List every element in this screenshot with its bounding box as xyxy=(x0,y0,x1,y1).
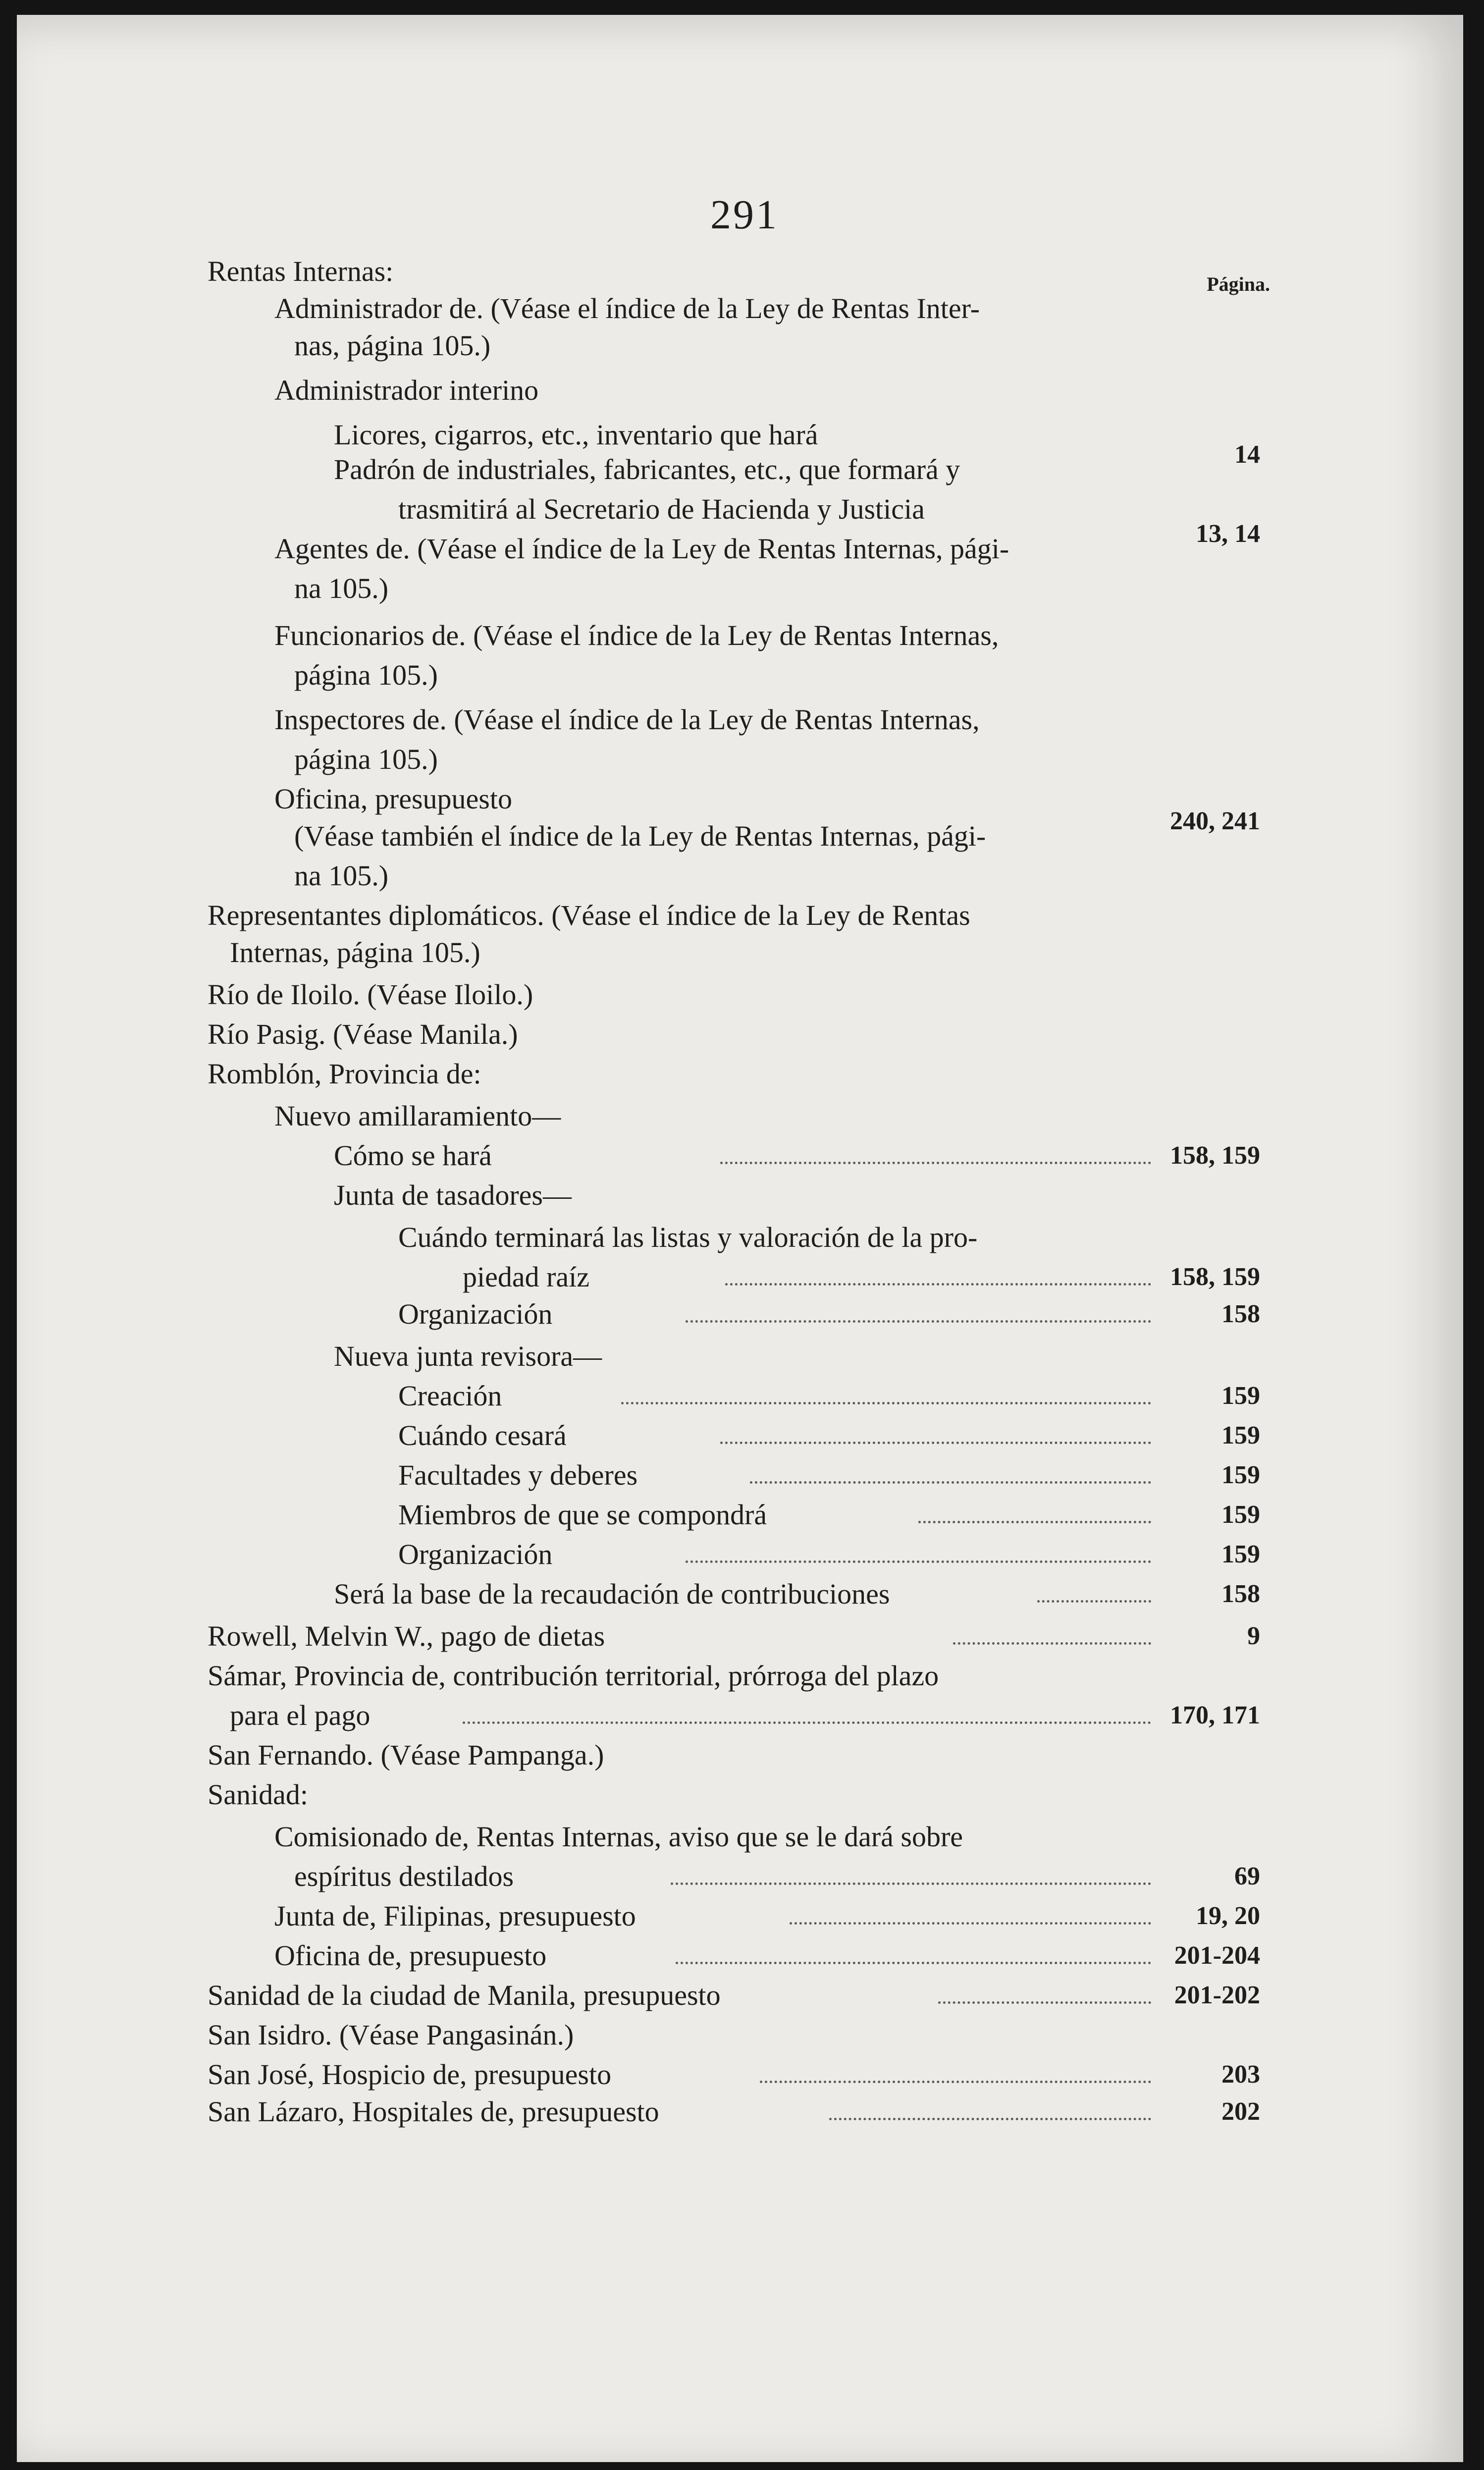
entry-text: espíritus destilados xyxy=(294,1860,514,1892)
entry-page-numbers: 9 xyxy=(1247,1622,1260,1650)
index-entry xyxy=(17,1736,1463,1774)
dot-leader xyxy=(621,1402,1151,1404)
entry-page-numbers: 159 xyxy=(1221,1540,1260,1568)
index-entry xyxy=(17,897,1463,934)
index-entry xyxy=(17,976,1463,1014)
index-entry xyxy=(17,2056,1463,2094)
dot-leader xyxy=(463,1721,1151,1724)
entry-text: página 105.) xyxy=(294,743,438,775)
dot-leader xyxy=(790,1922,1151,1925)
dot-leader xyxy=(938,2001,1151,2004)
index-entry xyxy=(17,1977,1463,2014)
entry-text: Rowell, Melvin W., pago de dietas xyxy=(208,1620,605,1652)
index-entry xyxy=(17,1858,1463,1895)
index-entry xyxy=(17,2093,1463,2131)
index-entry xyxy=(17,741,1463,778)
index-entry xyxy=(17,440,1463,488)
entry-text: Será la base de la recaudación de contribuciones xyxy=(334,1578,890,1610)
entry-page-numbers: 203 xyxy=(1221,2060,1260,2089)
page-column-label: Página. xyxy=(1207,273,1270,295)
index-entry xyxy=(17,1338,1463,1375)
entry-text: Junta de tasadores— xyxy=(334,1179,572,1211)
entry-text: Cuándo cesará xyxy=(398,1419,567,1451)
entry-text: nas, página 105.) xyxy=(294,329,491,362)
entry-text: Romblón, Provincia de: xyxy=(208,1058,481,1090)
entry-text: Internas, página 105.) xyxy=(230,936,480,968)
entry-text: San Isidro. (Véase Pangasinán.) xyxy=(208,2019,574,2051)
entry-text: (Véase también el índice de la Ley de Rentas Internas, pági- xyxy=(294,820,986,852)
index-entry xyxy=(17,327,1463,365)
index-entry xyxy=(17,701,1463,739)
entry-text: Nuevo amillaramiento— xyxy=(274,1100,561,1132)
entry-page-numbers: 158, 159 xyxy=(1170,1141,1260,1170)
index-entry xyxy=(17,1575,1463,1613)
entry-text: para el pago xyxy=(230,1699,371,1731)
entry-text: Licores, cigarros, etc., inventario que hará xyxy=(334,419,818,451)
dot-leader xyxy=(720,1162,1151,1164)
entry-text: Sanidad de la ciudad de Manila, presupuesto xyxy=(208,1979,721,2011)
dot-leader xyxy=(760,2081,1151,2083)
entry-text: San Fernando. (Véase Pampanga.) xyxy=(208,1739,604,1771)
dot-leader xyxy=(676,1962,1151,1964)
entry-page-numbers: 159 xyxy=(1221,1501,1260,1529)
entry-text: Agentes de. (Véase el índice de la Ley de Rentas Internas, pági- xyxy=(274,533,1009,565)
index-entry xyxy=(17,1697,1463,1734)
index-entry xyxy=(17,1219,1463,1256)
entry-text: Organización xyxy=(398,1298,553,1330)
index-entry xyxy=(17,857,1463,895)
index-entry xyxy=(17,372,1463,409)
dot-leader xyxy=(1037,1600,1151,1603)
index-entry xyxy=(17,1137,1463,1175)
entry-text: página 105.) xyxy=(294,659,438,691)
index-entry xyxy=(17,656,1463,694)
entry-text: Administrador de. (Véase el índice de la Ley de Rentas Inter- xyxy=(274,292,980,324)
dot-leader xyxy=(671,1882,1151,1885)
entry-text: Junta de, Filipinas, presupuesto xyxy=(274,1900,636,1932)
dot-leader xyxy=(720,1442,1151,1444)
entry-page-numbers: 170, 171 xyxy=(1170,1701,1260,1729)
index-entry xyxy=(17,1937,1463,1975)
entry-page-numbers: 202 xyxy=(1221,2097,1260,2126)
index-entry xyxy=(17,1417,1463,1454)
page-number: 291 xyxy=(710,192,779,238)
entry-text: San Lázaro, Hospitales de, presupuesto xyxy=(208,2095,659,2128)
index-entry xyxy=(17,1177,1463,1214)
index-entry xyxy=(17,290,1463,327)
index-entry xyxy=(17,1657,1463,1695)
index-entry xyxy=(17,1456,1463,1494)
entry-page-numbers: 158 xyxy=(1221,1300,1260,1328)
index-entry xyxy=(17,1536,1463,1573)
dot-leader xyxy=(829,2118,1151,2120)
index-entry xyxy=(17,1295,1463,1333)
entry-text: Cuándo terminará las listas y valoración de la pro- xyxy=(398,1221,978,1253)
index-entry xyxy=(17,570,1463,607)
dot-leader xyxy=(686,1320,1151,1323)
entry-text: San José, Hospicio de, presupuesto xyxy=(208,2058,612,2091)
entry-text: Nueva junta revisora— xyxy=(334,1340,602,1372)
entry-text: Representantes diplomáticos. (Véase el índice de la Ley de Rentas xyxy=(208,899,970,931)
dot-leader xyxy=(686,1560,1151,1563)
dot-leader xyxy=(725,1283,1151,1286)
entry-text: Comisionado de, Rentas Internas, aviso que se le dará sobre xyxy=(274,1821,963,1853)
entry-text: piedad raíz xyxy=(463,1261,590,1293)
entry-text: Inspectores de. (Véase el índice de la Ley de Rentas Internas, xyxy=(274,703,980,736)
entry-text: Oficina de, presupuesto xyxy=(274,1939,547,1972)
entry-text: Rentas Internas: xyxy=(208,255,394,287)
entry-text: Sanidad: xyxy=(208,1778,308,1811)
index-entry xyxy=(17,1776,1463,1814)
index-entry xyxy=(17,1258,1463,1296)
entry-text: Creación xyxy=(398,1380,502,1412)
index-entry xyxy=(17,1377,1463,1415)
entry-text: na 105.) xyxy=(294,859,389,892)
index-entry xyxy=(17,807,1463,855)
index-entry xyxy=(17,1097,1463,1135)
entry-page-numbers: 158, 159 xyxy=(1170,1263,1260,1291)
entry-text: Facultades y deberes xyxy=(398,1459,638,1491)
entry-text: Río Pasig. (Véase Manila.) xyxy=(208,1018,518,1050)
entry-text: Cómo se hará xyxy=(334,1139,492,1172)
entry-text: Administrador interino xyxy=(274,374,539,406)
entry-text: na 105.) xyxy=(294,572,389,604)
entry-page-numbers: 159 xyxy=(1221,1421,1260,1450)
entry-page-numbers: 201-204 xyxy=(1174,1941,1260,1970)
index-entry xyxy=(17,1818,1463,1856)
book-page xyxy=(17,15,1463,2462)
entry-text: Organización xyxy=(398,1538,553,1570)
index-entry xyxy=(17,1016,1463,1053)
entry-page-numbers: 158 xyxy=(1221,1580,1260,1608)
index-entry xyxy=(17,934,1463,971)
entry-page-numbers: 19, 20 xyxy=(1196,1902,1260,1930)
entry-page-numbers: 69 xyxy=(1234,1862,1260,1890)
entry-text: trasmitirá al Secretario de Hacienda y Justicia xyxy=(398,493,925,525)
dot-leader xyxy=(918,1521,1151,1523)
entry-text: Oficina, presupuesto xyxy=(274,783,512,815)
entry-text: Miembros de que se compondrá xyxy=(398,1499,767,1531)
entry-text: Padrón de industriales, fabricantes, etc., que formará y xyxy=(334,453,960,485)
index-entry xyxy=(17,1496,1463,1534)
entry-text: Río de Iloilo. (Véase Iloilo.) xyxy=(208,978,533,1011)
dot-leader xyxy=(953,1642,1151,1645)
index-entry xyxy=(17,1897,1463,1935)
index-entry xyxy=(17,1617,1463,1655)
entry-page-numbers: 201-202 xyxy=(1174,1981,1260,2009)
index-entry xyxy=(17,520,1463,568)
entry-text: Funcionarios de. (Véase el índice de la Ley de Rentas Internas, xyxy=(274,619,999,651)
entry-page-numbers: 14 xyxy=(1234,440,1260,469)
dot-leader xyxy=(750,1481,1151,1484)
index-entry xyxy=(17,617,1463,654)
index-entry xyxy=(17,2016,1463,2054)
entry-page-numbers: 240, 241 xyxy=(1170,807,1260,835)
index-entry xyxy=(17,253,1463,290)
entry-text: Sámar, Provincia de, contribución territorial, prórroga del plazo xyxy=(208,1660,939,1692)
entry-page-numbers: 159 xyxy=(1221,1461,1260,1489)
entry-page-numbers: 159 xyxy=(1221,1382,1260,1410)
entry-page-numbers: 13, 14 xyxy=(1196,520,1260,548)
index-entry xyxy=(17,1055,1463,1093)
